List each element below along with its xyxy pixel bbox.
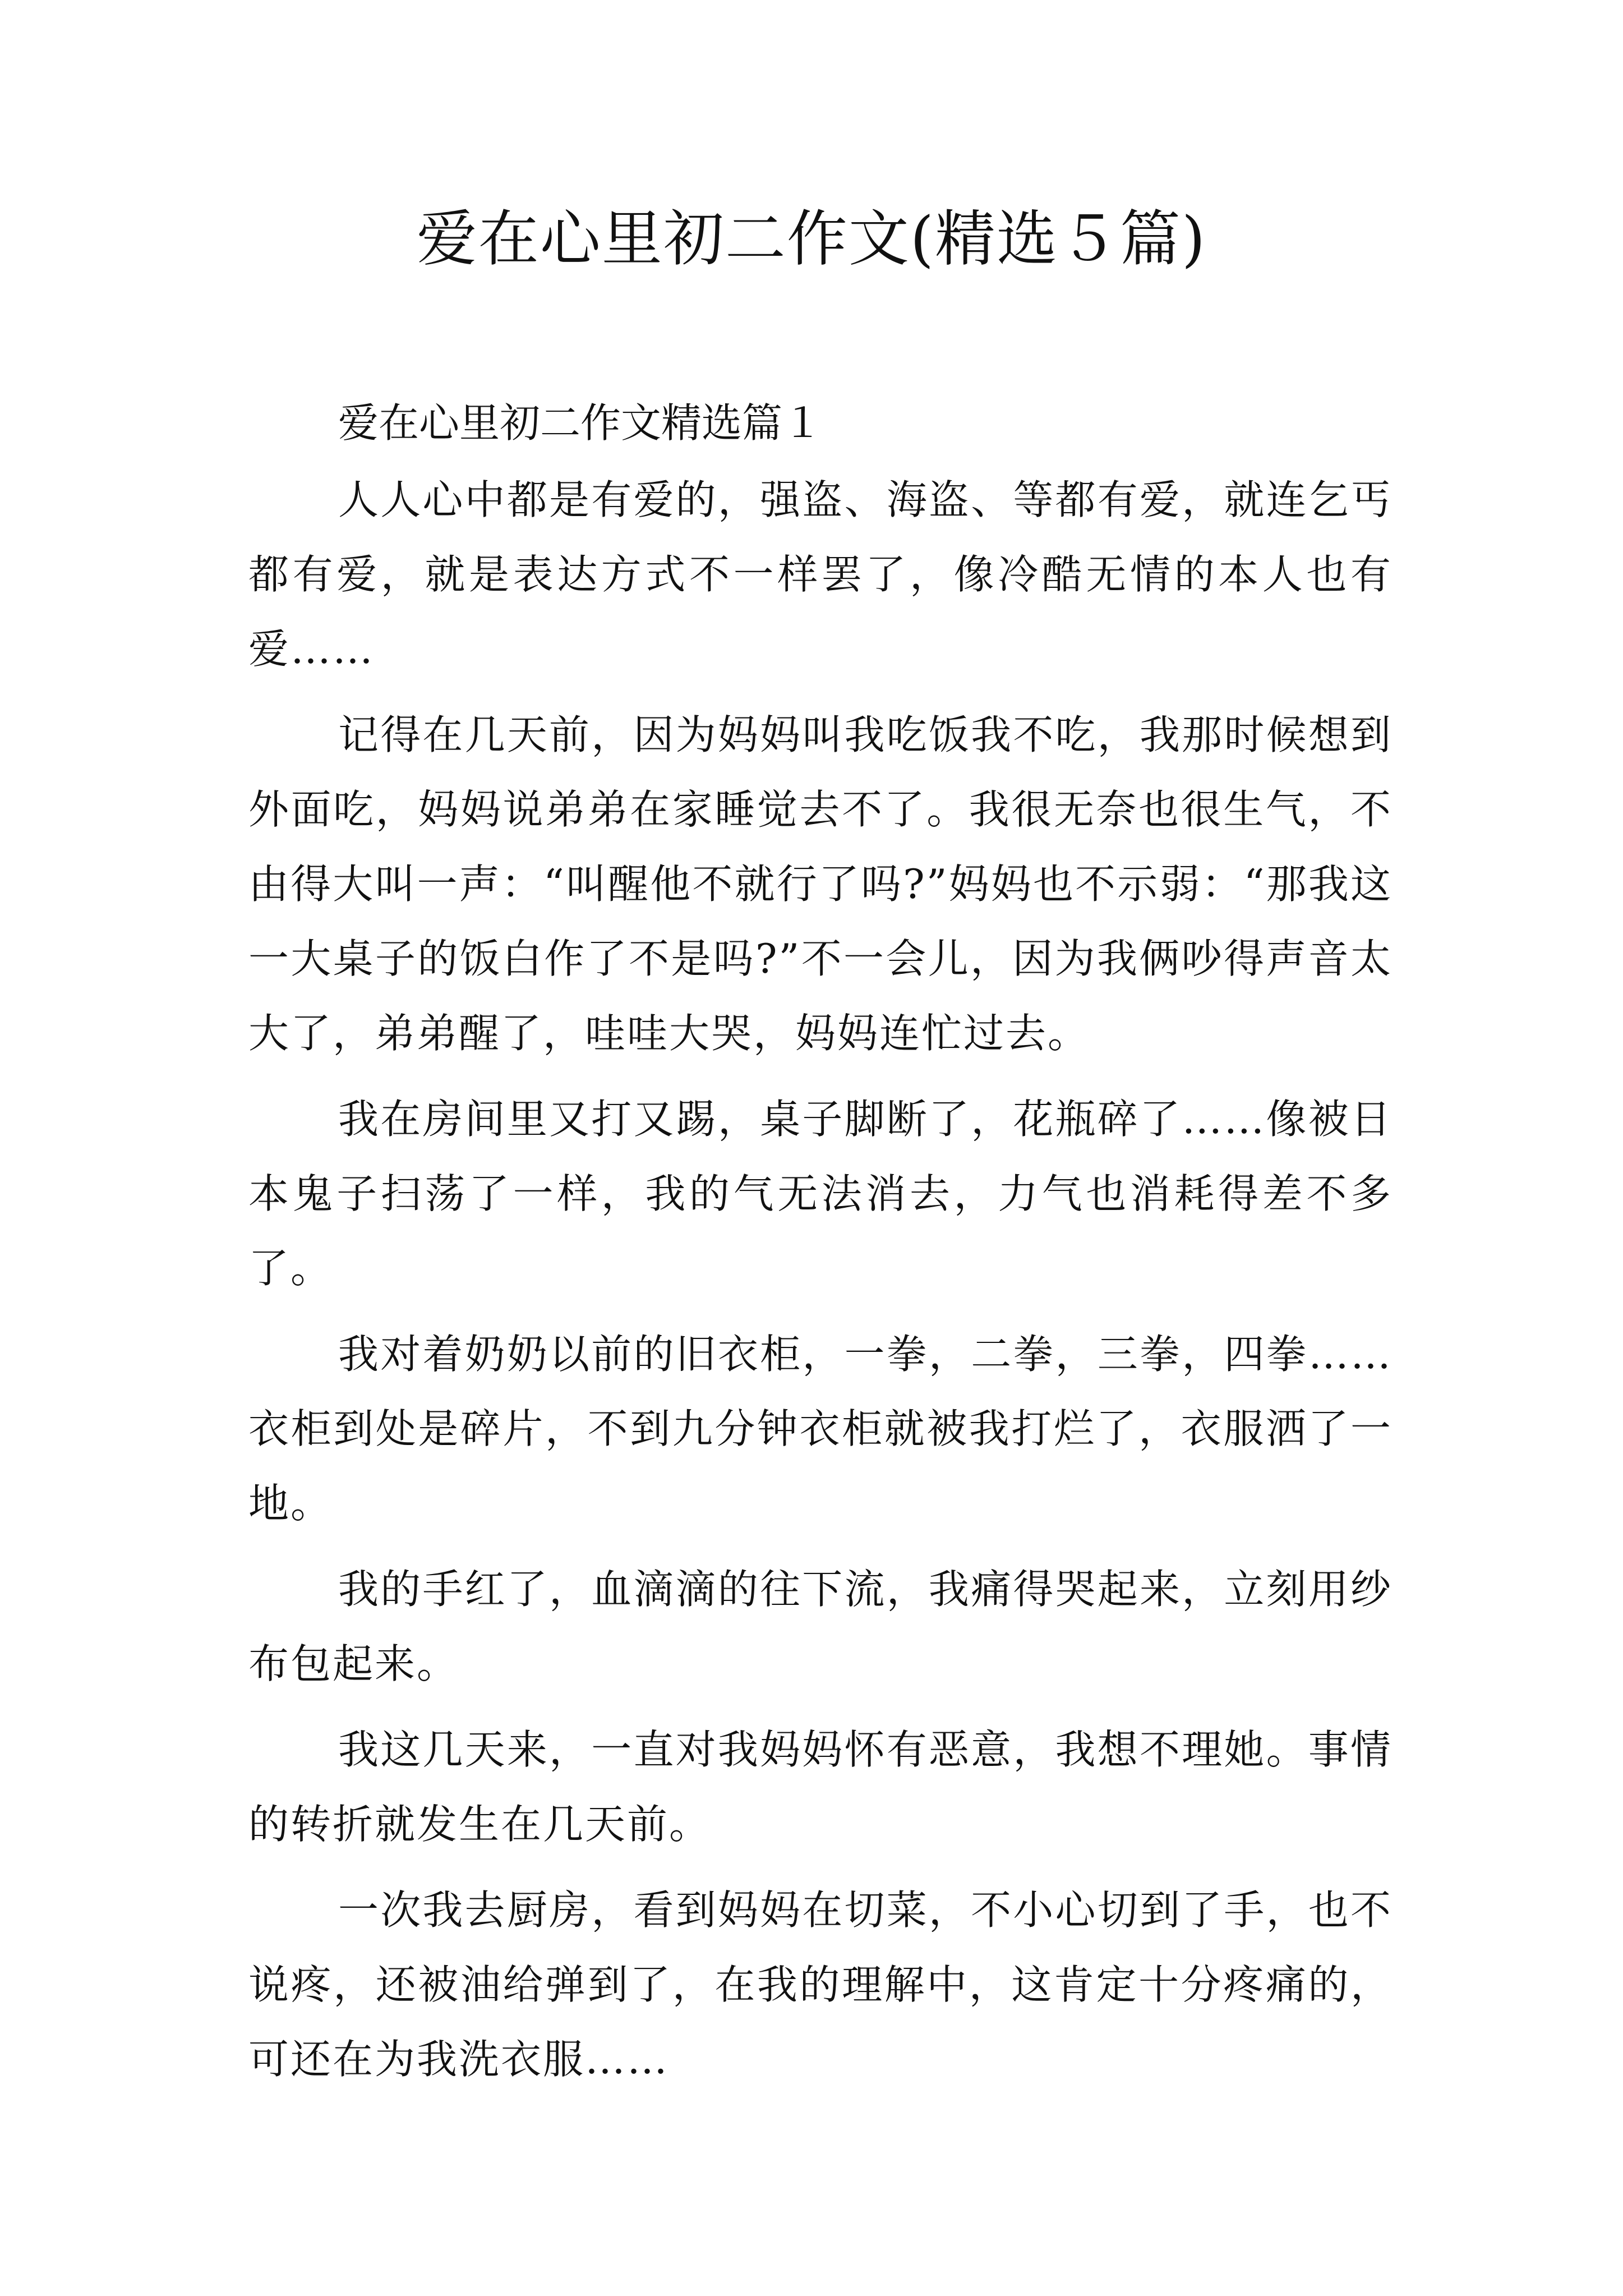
section-heading: 爱在心里初二作文精选篇１ — [338, 399, 823, 447]
paragraph-2: 记得在几天前，因为妈妈叫我吃饭我不吃，我那时候想到外面吃，妈妈说弟弟在家睡觉去不了。我很无奈也很生气，不由得大叫一声：“叫醒他不就行了吗?”妈妈也不示弱：“那我这一大桌子的饭白作了不是吗?”不一会儿，因为我俩吵得声音太大了，弟弟醒了，哇哇大哭，妈妈连忙过去。 — [248, 711, 1393, 1057]
paragraph-6: 我这几天来，一直对我妈妈怀有恶意，我想不理她。事情的转折就发生在几天前。 — [248, 1726, 1393, 1848]
paragraph-5: 我的手红了，血滴滴的往下流，我痛得哭起来，立刻用纱布包起来。 — [248, 1566, 1393, 1687]
paragraph-7: 一次我去厨房，看到妈妈在切菜，不小心切到了手，也不说疼，还被油给弹到了，在我的理解中，这肯定十分疼痛的，可还在为我洗衣服…… — [248, 1887, 1393, 2083]
document-body — [248, 384, 1393, 2097]
document-title: 爱在心里初二作文(精选５篇) — [416, 204, 1207, 274]
paragraph-1: 人人心中都是有爱的，强盗、海盗、等都有爱，就连乞丐都有爱，就是表达方式不一样罢了，像冷酷无情的本人也有爱…… — [248, 476, 1393, 673]
paragraph-3: 我在房间里又打又踢，桌子脚断了，花瓶碎了……像被日本鬼子扫荡了一样，我的气无法消去，力气也消耗得差不多了。 — [248, 1096, 1393, 1292]
paragraph-4: 我对着奶奶以前的旧衣柜，一拳，二拳，三拳，四拳……衣柜到处是碎片，不到九分钟衣柜就被我打烂了，衣服洒了一地。 — [248, 1331, 1393, 1527]
